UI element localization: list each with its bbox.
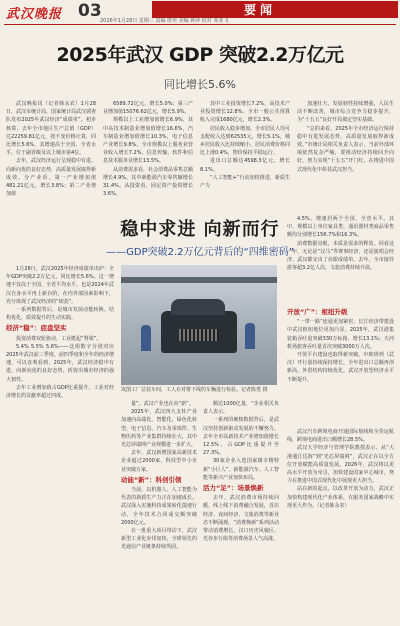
paragraph: 在一批重大项目带动下，武汉新型工业化步伐加快，全球领先的光通信产业链条持续巩固。 [121, 528, 197, 551]
paragraph: 站在新的起点，以改革开放为动力，武汉正加快构建现代化产业体系，在服务国家战略中实现更大作为。（记者陈永农） [287, 486, 394, 509]
paragraph: 消费数据亮眼，本质是需求的释放。回看这一年，无论是“汉马”等赛事经济，还是演唱会经济，武汉都交出了亮眼成绩单。去年，全市接待游客超3.2亿人次，文旅消费持续升温。 [287, 240, 394, 272]
paragraph: 当前，以机器人、人工智能为代表的新质生产力正在加速成长。武汉深入实施科技成果转化提速行动，全年技术合同成交额突破2000亿元。 [121, 487, 197, 526]
page-number: 03 [78, 1, 102, 21]
article3-col-c [287, 428, 394, 620]
paragraph: 一系列数据背后，是城市发展动能转换、结构优化、质效提升的生动实践。 [6, 307, 114, 322]
secondary-headline: 稳中求进 向新而行 [120, 219, 280, 240]
paragraph: 去年工业增加值占GDP比重提升，工业对经济增长的贡献率超过四成。 [6, 384, 114, 400]
paragraph: 进出口总额达4598.3亿元，增长8.1%。 [200, 158, 290, 173]
paragraph: 去年，武汉消费市场持续回暖，线上线下消费融合发展，首店经济、夜间经济、文旅消费等新业态不断涌现。“消费焕新”系列活动带动消费增长，汉口历史风貌区、光谷步行街等消费场景人气高涨。 [203, 495, 279, 543]
paragraph: 4.5%，增速居两个全国、全省水平。其中，规模以上单位家具类、通讯器材类商品零售额均分别增长156.7%和16.3%。 [287, 216, 394, 239]
paragraph: 武汉大学经济与管理学院教授表示，从“大港通江达海”到“光芯屏端网”，武汉正在以全方位开放赋能高质量发展。2026年，武汉将以更高水平开放为牵引，加快建设国家中心城市，努力在推进中国式现代化中展现更大担当。 [287, 445, 394, 485]
paragraph: 武汉汽车跨境电商开通国际航线和全货运航线，跨境电商进出口额增长28.5%。 [287, 429, 394, 444]
paragraph: 规模以上工业增加值增长6.9%，其中高技术制造业增加值增长16.6%，汽车制造业增加值增长10.3%，电子信息产业增长9.8%。全市规模以上服务业营业收入增长7.2%，信息传输、软件和信息技术服务业增长13.5%。 [103, 117, 193, 165]
paragraph: 从消费需求看，社会消费品零售总额增长4.9%，其中新能源汽车零售额增长31.4%。从投资看，固定资产投资增长3.6%， [103, 166, 193, 198]
photo-caption: 岚图工厂总装车间，工人在对将下线的车辆进行检验。记者陈勇 摄 [121, 387, 268, 393]
main-headline: 2025年武汉 GDP 突破2.2万亿元 [56, 44, 344, 66]
paragraph: 30家企业入选国家级专精特新“小巨人”，新能源汽车、人工智能等新兴产业加快布局。 [203, 458, 279, 481]
paragraph: 额达1000亿量，“企业相关负责人表示。 [203, 401, 279, 416]
section-title: 要闻 [244, 3, 277, 17]
article1-col1 [6, 100, 96, 212]
paragraph: “人工智能+”行动加快推进，新质生产力 [200, 174, 290, 190]
newspaper-logo: 武汉晚报 [6, 7, 63, 22]
top-divider [4, 24, 396, 25]
article2-left-col [6, 265, 114, 620]
paragraph: “总的来看，2025年全市经济运行保持稳中有进发展态势，高质量发展取得新成效。”市统计局相关负责人表示，当前外部环境依然复杂严峻，要推动经济持续回升向好，努力实现“十五五”开门红，在推进中国式现代化中彰显武汉担当。 [297, 125, 394, 173]
subsection-heading: 经济“稳”：底盘坚实 [6, 324, 67, 333]
paragraph: 2025年，武汉四大支柱产业加速向高端化、智能化、绿色化转型，电子信息、汽车及零部件、生物医药等产业集群持续壮大，其中光芯屏端网产业规模进一步扩大。 [121, 409, 197, 449]
paragraph: 居民收入稳步增加。全市居民人均可支配收入达到62535元，增长5.1%，城乡居民收入比持续缩小。居民消费价格同比上涨0.4%，物价保持平稳运行。 [200, 125, 290, 157]
subsection-heading: 动能“新”：科创引领 [121, 475, 182, 484]
main-subhead: 同比增长5.6% [164, 78, 236, 91]
paragraph: “一带一路”连通更加紧密，长江经济带建设中武汉枢纽地位更加凸显，2025年，武汉港集装箱吞吐量突破330万标箱，增长13.1%；天河机场旅客吞吐量首次突破3000万人次。 [287, 319, 394, 350]
paragraph: 武汉晚报讯（记者韩永农）1月28日，武汉市统计局、国家统计局武汉调查队发布2025年武汉经济“成绩单”。初步核算，去年全市地区生产总值（GDP）达22259.81亿元，按不变价格计算，同比增长5.6%，其增速高于全国、全省水平，位于副省级及以上城市第4位。 [6, 101, 96, 157]
article3-col-a [287, 215, 394, 305]
paragraph: 6589.72亿元，增长5.0%；第三产业增加值15076.62亿元，增长5.9%。 [103, 101, 193, 116]
paragraph: 去年，武汉经济运行呈现稳中有进、向新向优的良好态势，高质量发展取得新成效。分产业看，第一产业增加值481.21亿元，增长3.8%；第二产业增加值 [6, 158, 96, 198]
paragraph: 其中工业投资增长7.2%，高技术产业投资增长12.8%。全市一般公共预算收入完成1680亿元，增长2.3%。 [200, 101, 290, 124]
worker-figure [245, 323, 255, 349]
article3-col-b [287, 306, 394, 426]
subsection-heading: 活力“足”：场景焕新 [203, 484, 264, 493]
paragraph: 去年，武汉新增国家高新技术企业超过2000家，科技型中小企业突破万家。 [121, 450, 197, 473]
article2-right-col [203, 400, 279, 620]
article1-col4 [297, 100, 394, 212]
article1-col3 [200, 100, 290, 212]
worker-figure [141, 325, 151, 351]
paragraph: 5.4% 5.5% 5.6%——这组数字分别对应2025年武汉前三季度、前四季度和全年的经济增速，可以直观看到，2025年，武汉经济稳中有进，向新向优的良好态势，折射出城市经济的强大韧性。 [6, 343, 114, 383]
article1-col2 [103, 100, 193, 212]
subsection-heading: 开放“广”：枢纽升级 [287, 308, 348, 316]
paragraph: 加速壮大，发展韧性持续增强，人民生活不断改善，城市综合竞争力稳步提升，为“十五五”良好开局奠定坚实基础。 [297, 101, 394, 124]
paragraph: 量”，武汉产业也在向“新”。 [131, 401, 194, 407]
secondary-subhead: ——GDP突破2.2万亿元背后的“四维密码” [106, 247, 294, 258]
news-photo [121, 265, 277, 385]
paragraph: 一系列的硬核数据背后，是武汉坚持创新驱动发展的不懈努力。去年全市高新技术产业增加值增长12.5%，占GDP比重提升至27.3%。 [203, 417, 279, 457]
article2-mid-col [121, 400, 197, 620]
paragraph: 开放平台建设也取得新突破，中欧班列（武汉）开行量持续保持增长，全年进出口总额再创新高，外贸结构持续优化，武汉开放型经济水平不断提升。 [287, 352, 394, 383]
section-banner [152, 1, 398, 18]
dateline: 2026年1月28日 星期三 责编 唐奕 美编 蒋萍 校对 邓亚飞 [100, 18, 229, 24]
paragraph: 投资消费双轮驱动，工业挺起“脊梁”。 [16, 335, 102, 342]
paragraph: 1月28日，武汉2025年经济成绩单出炉：全年GDP突破2.2万亿元，同比增长5.6%。这一增速不仅高于全国、全省平均水平，也是2024年武汉自身水平再上新台阶，在内外部因素影响下，充分体现了武汉经济的“韧劲”。 [6, 266, 114, 305]
